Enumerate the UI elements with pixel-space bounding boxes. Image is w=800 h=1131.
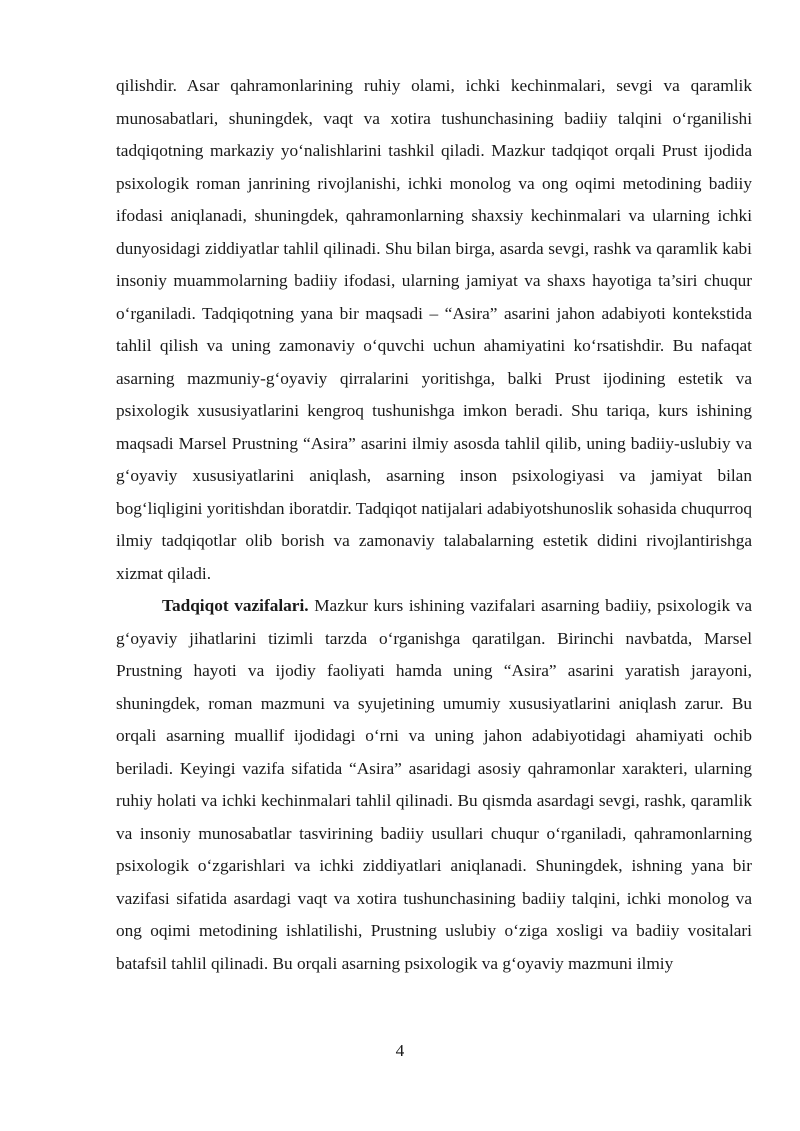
document-page bbox=[116, 70, 752, 980]
section-heading: Tadqiqot vazifalari. bbox=[162, 596, 309, 615]
tasks-paragraph-text: Mazkur kurs ishining vazifalari asarning badiiy, psixologik va g‘oyaviy jihatlarini tizimli tarzda o‘rganishga qaratilgan. Birinchi navbatda, Marsel Prustning hayoti va ijodiy faoliyati hamda uning “Asira” asarini yaratish jarayoni, shuningdek, roman mazmuni va syujetining umumiy xususiyatlarini aniqlash zarur. Bu orqali asarning muallif ijodidagi o‘rni va uning jahon adabiyotidagi ahamiyati ochib beriladi. Keyingi vazifa sifatida “Asira” asaridagi asosiy qahramonlar xarakteri, ularning ruhiy holati va ichki kechinmalari tahlil qilinadi. Bu qismda asardagi sevgi, rashk, qaramlik va insoniy munosabatlar tasvirining badiiy usullari chuqur o‘rganiladi, qahramonlarning psixologik o‘zgarishlari va ichki ziddiyatlari aniqlanadi. Shuningdek, ishning yana bir vazifasi sifatida asardagi vaqt va xotira tushunchasining badiiy talqini, ichki monolog va ong oqimi metodining ishlatilishi, Prustning uslubiy o‘ziga xosligi va badiiy vositalari batafsil tahlil qilinadi. Bu orqali asarning psixologik va g‘oyaviy mazmuni ilmiy bbox=[116, 596, 753, 973]
tasks-paragraph bbox=[116, 590, 752, 980]
body-paragraph: qilishdir. Asar qahramonlarining ruhiy olami, ichki kechinmalari, sevgi va qaramlik munosabatlari, shuningdek, vaqt va xotira tushunchasining badiiy talqini o‘rganilishi tadqiqotning markaziy yo‘nalishlarini tashkil qiladi. Mazkur tadqiqot orqali Prust ijodida psixologik roman janrining rivojlanishi, ichki monolog va ong oqimi metodining badiiy ifodasi aniqlanadi, shuningdek, qahramonlarning shaxsiy kechinmalari va ularning ichki dunyosidagi ziddiyatlar tahlil qilinadi. Shu bilan birga, asarda sevgi, rashk va qaramlik kabi insoniy muammolarning badiiy ifodasi, ularning jamiyat va shaxs hayotiga ta’siri chuqur o‘rganiladi. Tadqiqotning yana bir maqsadi – “Asira” asarini jahon adabiyoti kontekstida tahlil qilish va uning zamonaviy o‘quvchi uchun ahamiyatini ko‘rsatishdir. Bu nafaqat asarning mazmuniy-g‘oyaviy qirralarini yoritishga, balki Prust ijodining estetik va psixologik xususiyatlarini kengroq tushunishga imkon beradi. Shu tariqa, kurs ishining maqsadi Marsel Prustning “Asira” asarini ilmiy asosda tahlil qilib, uning badiiy-uslubiy va g‘oyaviy xususiyatlarini aniqlash, asarning inson psixologiyasi va jamiyat bilan bog‘liqligini yoritishdan iboratdir. Tadqiqot natijalari adabiyotshunoslik sohasida chuqurroq ilmiy tadqiqotlar olib borish va zamonaviy talabalarning estetik didini rivojlantirishga xizmat qiladi. bbox=[116, 76, 752, 583]
page-number: 4 bbox=[395, 1041, 405, 1060]
